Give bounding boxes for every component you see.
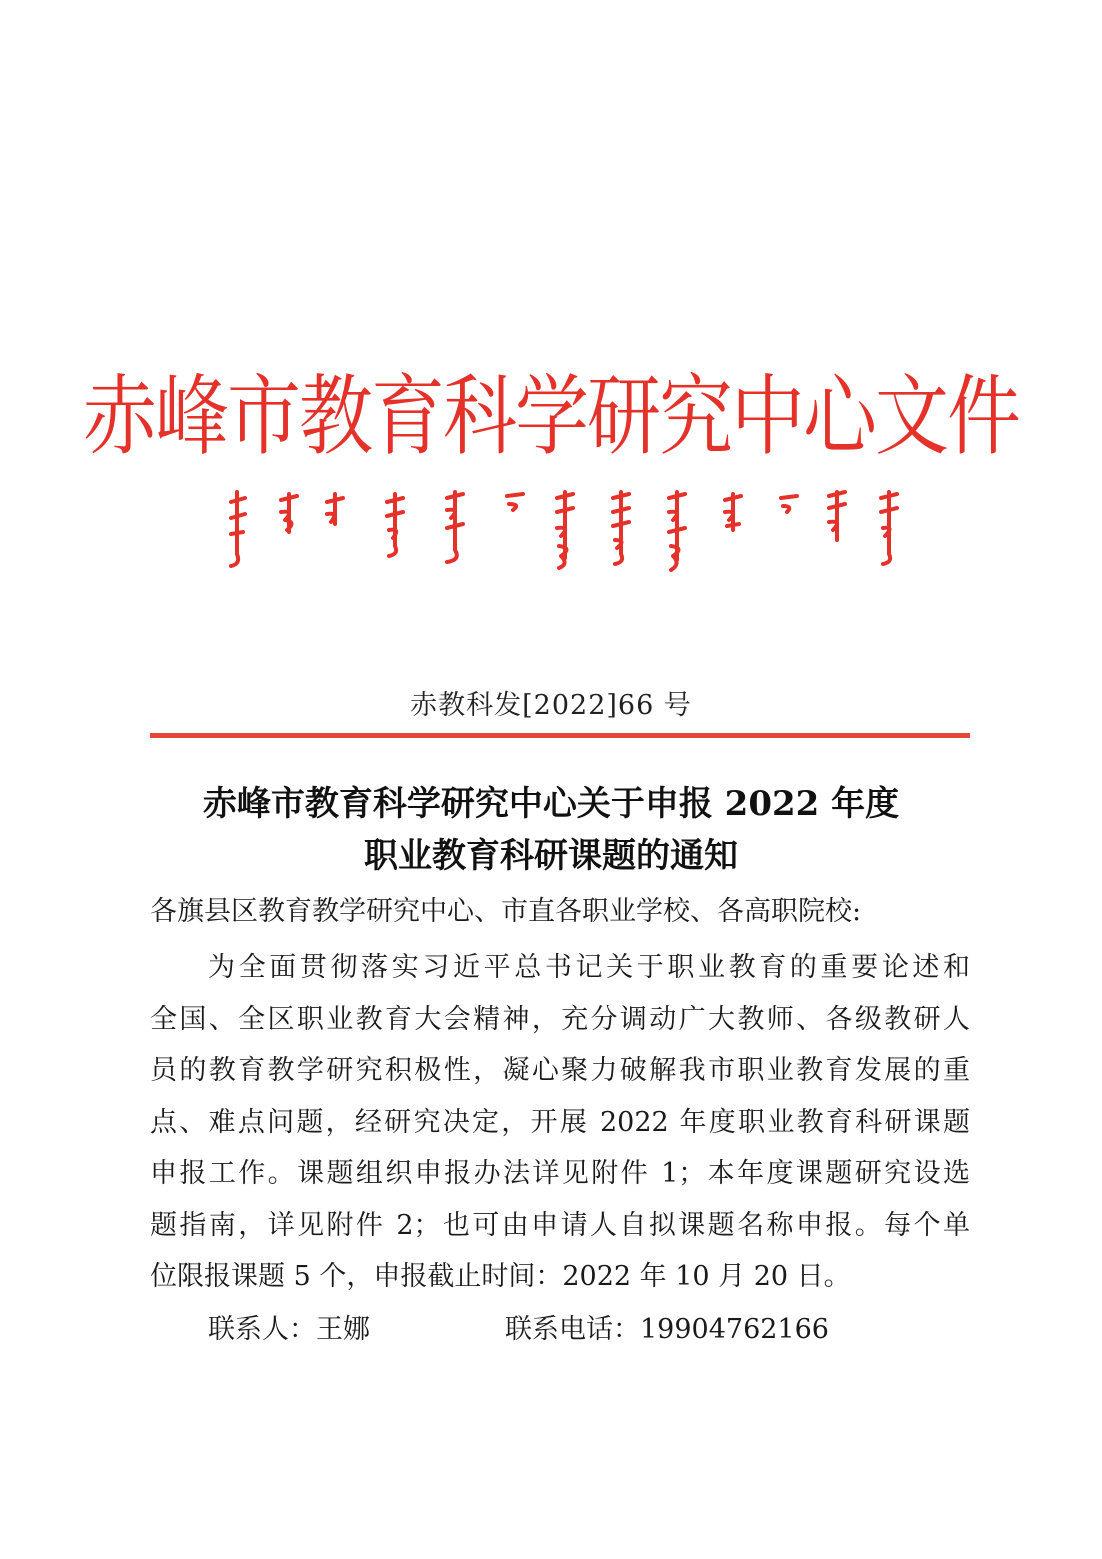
mongolian-script-icon (225, 484, 905, 576)
contact-info (208, 1306, 829, 1354)
body-line: 申报工作。课题组织申报办法详见附件 1；本年度课题研究设选 (150, 1158, 970, 1189)
body-line: 全国、全区职业教育大会精神，充分调动广大教师、各级教研人 (150, 1003, 970, 1035)
title-line-1: 赤峰市教育科学研究中心关于申报 2022 年度 (202, 784, 900, 824)
mongolian-script-masthead (225, 484, 905, 576)
document-title (0, 778, 1102, 882)
title-line-2: 职业教育科研课题的通知 (364, 836, 738, 876)
masthead-title: 赤峰市教育科学研究中心文件 (83, 366, 1019, 468)
body-line: 点、难点问题，经研究决定，开展 2022 年度职业教育科研课题 (150, 1106, 970, 1138)
body-paragraph (150, 942, 970, 1303)
salutation: 各旗县区教育教学研究中心、市直各职业学校、各高职院校: (150, 896, 862, 927)
body-line: 为全面贯彻落实习近平总书记关于职业教育的重要论述和 (208, 952, 970, 983)
document-number: 赤教科发[2022]66 号 (410, 690, 692, 721)
red-divider (150, 733, 970, 738)
body-line: 位限报课题 5 个，申报截止时间：2022 年 10 月 20 日。 (150, 1261, 851, 1292)
body-line: 题指南，详见附件 2；也可由申请人自拟课题名称申报。每个单 (150, 1209, 970, 1241)
contact-person: 联系人：王娜 (208, 1314, 370, 1345)
contact-phone: 联系电话：19904762166 (505, 1314, 829, 1345)
body-line: 员的教育教学研究积极性，凝心聚力破解我市职业教育发展的重 (150, 1055, 970, 1086)
